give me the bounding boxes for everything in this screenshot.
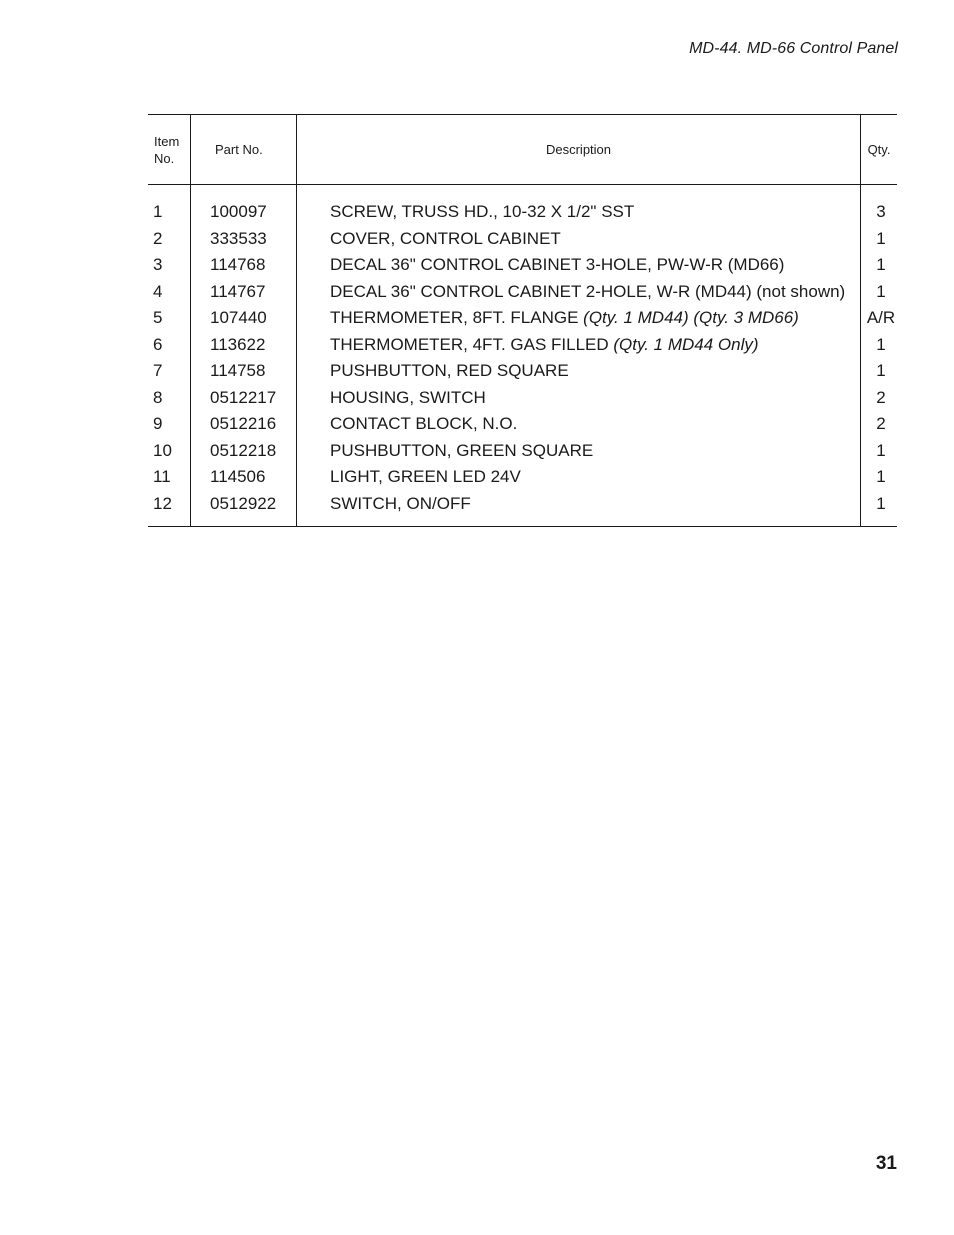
item-number: 12 (153, 493, 172, 513)
item-number: 5 (153, 308, 163, 327)
description-text: SCREW, TRUSS HD., 10-32 X 1/2" SST (330, 202, 635, 221)
quantity: 1 (876, 440, 886, 460)
part-number: 0512217 (210, 387, 277, 407)
item-number: 3 (153, 255, 163, 274)
table-row (148, 358, 897, 385)
item-number: 2 (153, 228, 163, 248)
item-number: 9 (153, 414, 163, 433)
quantity: A/R (866, 308, 896, 327)
column-divider (190, 115, 191, 184)
part-number: 114506 (210, 467, 266, 486)
description-cell (330, 385, 486, 412)
item-number: 10 (153, 440, 172, 460)
quantity: 2 (876, 387, 886, 407)
description-note: (Qty. 1 MD44 Only) (613, 334, 759, 354)
description-text: PUSHBUTTON, RED SQUARE (330, 361, 569, 380)
description-cell (330, 305, 799, 332)
description-text: THERMOMETER, 8FT. FLANGE (330, 308, 579, 327)
item-number: 4 (153, 281, 163, 301)
description-cell (330, 358, 569, 385)
table-row (148, 491, 897, 518)
part-number: 0512218 (210, 440, 277, 460)
table-row (148, 226, 897, 253)
quantity: 1 (876, 334, 886, 354)
table-row (148, 252, 897, 279)
running-header: MD-44. MD-66 Control Panel (689, 40, 898, 57)
description-cell (330, 252, 784, 279)
part-number: 113622 (210, 334, 266, 354)
description-text: SWITCH, ON/OFF (330, 493, 471, 513)
description-text: CONTACT BLOCK, N.O. (330, 414, 518, 433)
description-text: LIGHT, GREEN LED 24V (330, 467, 521, 486)
part-number: 114768 (210, 255, 266, 274)
table-row (148, 332, 897, 359)
part-number: 0512216 (210, 414, 277, 433)
part-number: 333533 (210, 228, 267, 248)
description-text: HOUSING, SWITCH (330, 387, 486, 407)
quantity: 1 (876, 467, 886, 486)
quantity: 1 (876, 228, 886, 248)
quantity: 3 (876, 202, 886, 221)
description-text: DECAL 36" CONTROL CABINET 3-HOLE, PW-W-R (MD66) (330, 255, 785, 274)
column-header-description: Description (545, 142, 612, 157)
table-row (148, 385, 897, 412)
quantity: 1 (876, 361, 886, 380)
part-number: 107440 (210, 308, 267, 327)
quantity: 1 (876, 281, 886, 301)
item-number: 8 (153, 387, 163, 407)
parts-table (148, 114, 897, 527)
column-header-item-line2: No. (154, 150, 175, 166)
table-row (148, 199, 897, 226)
quantity: 2 (876, 414, 886, 433)
description-text: PUSHBUTTON, GREEN SQUARE (330, 440, 594, 460)
column-header-part: Part No. (215, 142, 263, 157)
item-number: 1 (153, 202, 163, 221)
page-number: 31 (875, 1153, 897, 1174)
description-text: DECAL 36" CONTROL CABINET 2-HOLE, W-R (MD44) (not shown) (330, 281, 846, 301)
table-row (148, 464, 897, 491)
table-row (148, 279, 897, 306)
description-cell (330, 411, 517, 438)
column-header-item-line1: Item (154, 133, 180, 149)
part-number: 114767 (210, 281, 266, 301)
description-cell (330, 464, 521, 491)
description-note: (Qty. 1 MD44) (Qty. 3 MD66) (583, 308, 799, 327)
table-body (148, 185, 897, 527)
part-number: 114758 (210, 361, 266, 380)
table-row (148, 411, 897, 438)
description-cell (330, 332, 759, 359)
item-number: 11 (153, 467, 171, 486)
quantity: 1 (876, 493, 886, 513)
table-header-row (148, 114, 897, 185)
part-number: 0512922 (210, 493, 277, 513)
description-text: COVER, CONTROL CABINET (330, 228, 561, 248)
column-header-item (154, 115, 179, 184)
part-number: 100097 (210, 202, 267, 221)
description-cell (330, 491, 471, 518)
item-number: 7 (153, 361, 163, 380)
description-text: THERMOMETER, 4FT. GAS FILLED (330, 334, 609, 354)
column-header-qty: Qty. (867, 142, 891, 157)
description-cell (330, 438, 593, 465)
table-row (148, 305, 897, 332)
quantity: 1 (876, 255, 886, 274)
table-row (148, 438, 897, 465)
item-number: 6 (153, 334, 163, 354)
description-cell (330, 199, 634, 226)
description-cell (330, 226, 561, 253)
description-cell (330, 279, 845, 306)
